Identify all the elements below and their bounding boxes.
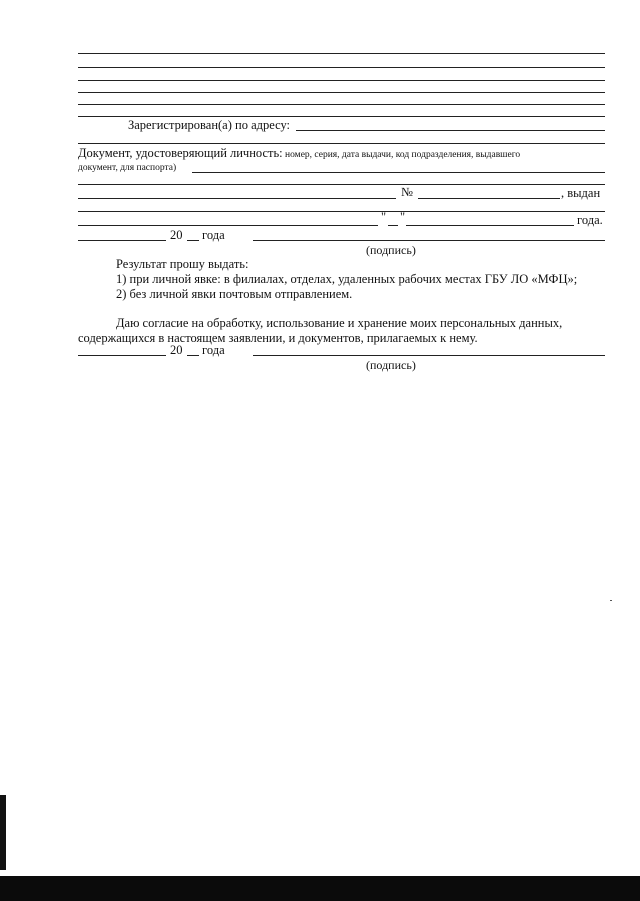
registered-address-label: Зарегистрирован(а) по адресу: [128, 118, 291, 132]
blank-line[interactable] [78, 53, 605, 54]
issued-by-field[interactable] [78, 225, 378, 226]
scan-speck [610, 600, 612, 601]
date-year-field[interactable] [187, 240, 199, 241]
blank-line[interactable] [78, 184, 605, 185]
year-suffix: года. [577, 213, 603, 227]
date-close-quote: " [400, 210, 406, 224]
consent-date-year-word: года [202, 343, 225, 357]
consent-signature-field[interactable] [253, 355, 605, 356]
blank-line[interactable] [78, 104, 605, 105]
issue-day-field[interactable] [388, 225, 398, 226]
date-century: 20 [170, 228, 183, 242]
date-day-month-field[interactable] [78, 240, 166, 241]
blank-line[interactable] [78, 67, 605, 68]
result-heading: Результат прошу выдать: [116, 257, 249, 271]
consent-date-year-field[interactable] [187, 355, 199, 356]
scan-bottom-border [0, 876, 640, 901]
result-option-personal[interactable]: 1) при личной явке: в филиалах, отделах, удаленных рабочих местах ГБУ ЛО «МФЦ»; [116, 272, 578, 286]
blank-line[interactable] [78, 211, 605, 212]
identity-document-field[interactable] [192, 172, 605, 173]
series-field[interactable] [78, 198, 396, 199]
number-sign: № [401, 185, 413, 199]
date-year-word: года [202, 228, 225, 242]
consent-text-line1: Даю согласие на обработку, использование и хранение моих персональных данных, [116, 316, 563, 330]
identity-document-hint: номер, серия, дата выдачи, код подразделения, выдавшего [282, 150, 521, 160]
identity-document-hint-cont: документ, для паспорта) [78, 163, 177, 173]
consent-date-century: 20 [170, 343, 183, 357]
issue-month-field[interactable] [406, 225, 574, 226]
document-number-field[interactable] [418, 198, 560, 199]
signature-label: (подпись) [366, 243, 416, 257]
blank-line[interactable] [78, 80, 605, 81]
signature-field[interactable] [253, 240, 605, 241]
blank-line[interactable] [78, 143, 605, 144]
issued-label: , выдан [561, 186, 601, 200]
consent-date-day-month-field[interactable] [78, 355, 166, 356]
identity-document-label [78, 146, 520, 162]
consent-text-line2: содержащихся в настоящем заявлении, и документов, прилагаемых к нему. [78, 331, 478, 345]
blank-line[interactable] [78, 116, 605, 117]
consent-signature-label: (подпись) [366, 358, 416, 372]
scan-left-edge [0, 795, 6, 870]
blank-line[interactable] [78, 92, 605, 93]
result-option-mail[interactable]: 2) без личной явки почтовым отправлением. [116, 287, 353, 301]
identity-document-title: Документ, удостоверяющий личность: [78, 146, 283, 160]
date-open-quote: " [381, 210, 387, 224]
address-field[interactable] [296, 130, 605, 131]
